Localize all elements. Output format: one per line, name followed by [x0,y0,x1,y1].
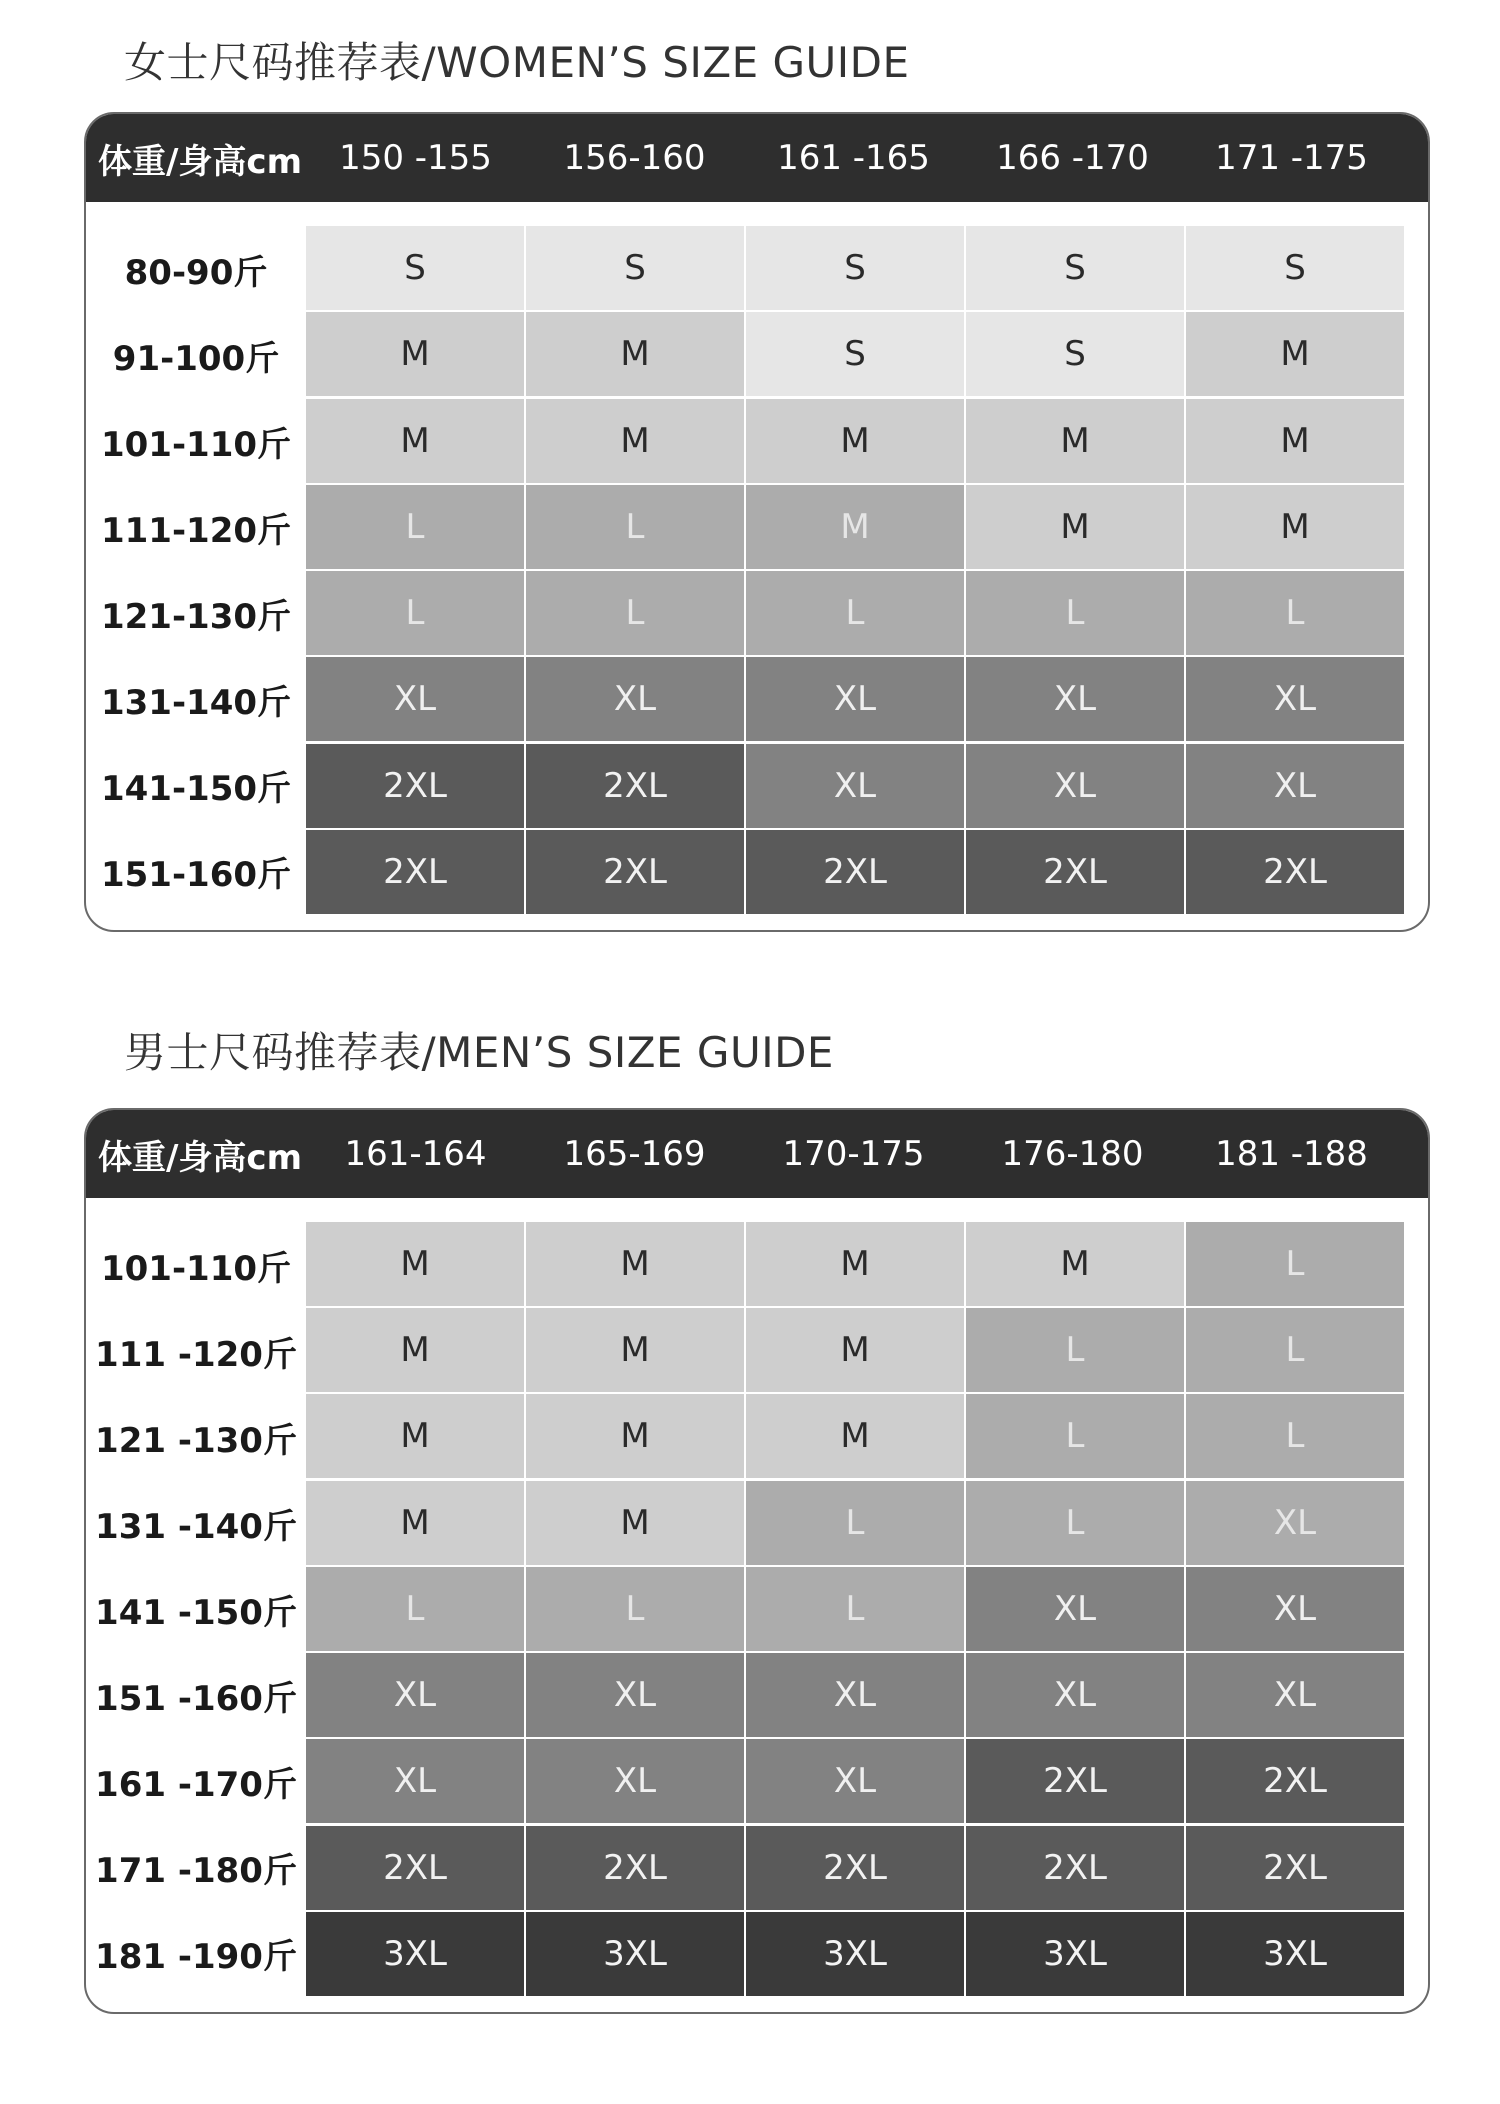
men-height-column-header: 176-180 [1001,1134,1144,1174]
men-height-column-header: 170-175 [782,1134,925,1174]
women-size-cell: S [526,226,744,310]
men-size-cell: 2XL [1186,1826,1404,1910]
women-weight-row-label: 121-130斤 [100,596,292,637]
women-size-cell: 2XL [306,830,524,914]
men-size-cell: M [306,1481,524,1565]
women-size-cell: L [306,571,524,655]
men-weight-row-label: 121 -130斤 [95,1420,297,1461]
men-weight-row-label: 161 -170斤 [95,1764,297,1805]
women-size-cell: XL [306,657,524,741]
women-weight-row-label: 131-140斤 [100,682,292,723]
women-size-cell: L [526,485,744,569]
women-size-grid [306,226,1404,914]
women-size-cell: S [966,312,1184,396]
men-size-cell: XL [526,1739,744,1823]
men-size-grid [306,1222,1404,1996]
men-size-cell: M [746,1394,964,1478]
women-size-cell: XL [966,744,1184,828]
women-size-cell: M [1186,312,1404,396]
women-size-cell: 2XL [306,744,524,828]
men-size-chart-header [86,1110,1428,1198]
women-size-cell: L [526,571,744,655]
men-weight-row-label: 141 -150斤 [95,1592,297,1633]
women-size-cell: M [526,312,744,396]
women-size-cell: 2XL [1186,830,1404,914]
men-height-column-header: 181 -188 [1215,1134,1368,1174]
men-size-cell: L [306,1567,524,1651]
men-size-cell: 2XL [526,1826,744,1910]
women-size-cell: 2XL [526,744,744,828]
women-height-column-header: 171 -175 [1215,138,1368,178]
women-size-cell: L [746,571,964,655]
men-size-cell: L [746,1567,964,1651]
women-size-cell: XL [746,657,964,741]
women-size-chart [84,112,1430,932]
women-size-guide-title: 女士尺码推荐表/WOMEN’S SIZE GUIDE [124,38,910,87]
women-size-cell: M [966,485,1184,569]
men-weight-labels [86,1222,306,1996]
men-size-cell: L [1186,1308,1404,1392]
men-size-cell: 2XL [306,1826,524,1910]
men-size-cell: 3XL [746,1912,964,1996]
women-size-cell: XL [1186,657,1404,741]
men-size-cell: XL [1186,1481,1404,1565]
women-size-cell: M [1186,485,1404,569]
women-size-cell: XL [966,657,1184,741]
men-size-cell: L [966,1394,1184,1478]
women-size-cell: M [526,399,744,483]
men-size-cell: M [526,1308,744,1392]
women-size-cell: 2XL [966,830,1184,914]
women-corner-label: 体重/身高cm [98,141,302,182]
men-size-cell: XL [1186,1567,1404,1651]
women-weight-labels [86,226,306,914]
women-size-cell: XL [746,744,964,828]
women-size-cell: S [1186,226,1404,310]
men-size-cell: XL [1186,1653,1404,1737]
men-size-cell: 3XL [1186,1912,1404,1996]
men-size-cell: XL [306,1739,524,1823]
men-size-cell: M [306,1308,524,1392]
men-size-cell: XL [746,1653,964,1737]
men-size-cell: 2XL [966,1739,1184,1823]
women-size-cell: S [966,226,1184,310]
women-size-cell: S [306,226,524,310]
women-weight-row-label: 101-110斤 [100,424,292,465]
men-size-cell: 2XL [1186,1739,1404,1823]
women-size-cell: M [1186,399,1404,483]
men-size-cell: M [526,1394,744,1478]
women-size-cell: S [746,312,964,396]
women-size-cell: L [966,571,1184,655]
men-size-cell: L [526,1567,744,1651]
men-size-cell: M [306,1222,524,1306]
men-size-cell: L [966,1308,1184,1392]
men-size-cell: 3XL [966,1912,1184,1996]
women-size-cell: XL [526,657,744,741]
women-size-cell: M [306,312,524,396]
women-size-chart-header [86,114,1428,202]
men-weight-row-label: 101-110斤 [100,1248,292,1289]
women-size-cell: M [746,399,964,483]
women-size-cell: L [306,485,524,569]
women-size-cell: S [746,226,964,310]
men-size-cell: 2XL [746,1826,964,1910]
men-weight-row-label: 111 -120斤 [95,1334,297,1375]
men-corner-label: 体重/身高cm [98,1137,302,1178]
men-size-guide-title: 男士尺码推荐表/MEN’S SIZE GUIDE [124,1028,834,1077]
men-size-cell: 3XL [306,1912,524,1996]
men-size-cell: M [526,1222,744,1306]
women-size-cell: 2XL [746,830,964,914]
men-height-column-header: 161-164 [344,1134,487,1174]
men-size-cell: XL [746,1739,964,1823]
men-size-cell: M [306,1394,524,1478]
women-size-cell: XL [1186,744,1404,828]
men-size-cell: XL [526,1653,744,1737]
women-weight-row-label: 91-100斤 [112,338,280,379]
women-weight-row-label: 141-150斤 [100,768,292,809]
women-weight-row-label: 80-90斤 [124,252,268,293]
men-size-cell: L [1186,1222,1404,1306]
men-height-column-header: 165-169 [563,1134,706,1174]
men-size-cell: XL [966,1567,1184,1651]
women-weight-row-label: 151-160斤 [100,854,292,895]
men-size-chart-body [86,1198,1428,2012]
women-weight-row-label: 111-120斤 [100,510,292,551]
women-size-cell: L [1186,571,1404,655]
women-height-column-header: 161 -165 [777,138,930,178]
women-size-cell: 2XL [526,830,744,914]
women-height-column-header: 166 -170 [996,138,1149,178]
men-weight-row-label: 151 -160斤 [95,1678,297,1719]
men-size-cell: L [746,1481,964,1565]
men-size-cell: 3XL [526,1912,744,1996]
women-size-chart-body [86,202,1428,930]
men-size-cell: 2XL [966,1826,1184,1910]
men-size-cell: XL [306,1653,524,1737]
men-size-chart [84,1108,1430,2014]
women-size-cell: M [746,485,964,569]
men-size-cell: M [966,1222,1184,1306]
men-size-cell: M [746,1308,964,1392]
men-weight-row-label: 131 -140斤 [95,1506,297,1547]
men-weight-row-label: 171 -180斤 [95,1850,297,1891]
men-weight-row-label: 181 -190斤 [95,1936,297,1977]
women-height-column-header: 156-160 [563,138,706,178]
men-size-cell: L [1186,1394,1404,1478]
men-size-cell: M [746,1222,964,1306]
women-size-cell: M [966,399,1184,483]
women-height-column-header: 150 -155 [339,138,492,178]
men-size-cell: L [966,1481,1184,1565]
men-size-cell: XL [966,1653,1184,1737]
women-size-cell: M [306,399,524,483]
men-size-cell: M [526,1481,744,1565]
